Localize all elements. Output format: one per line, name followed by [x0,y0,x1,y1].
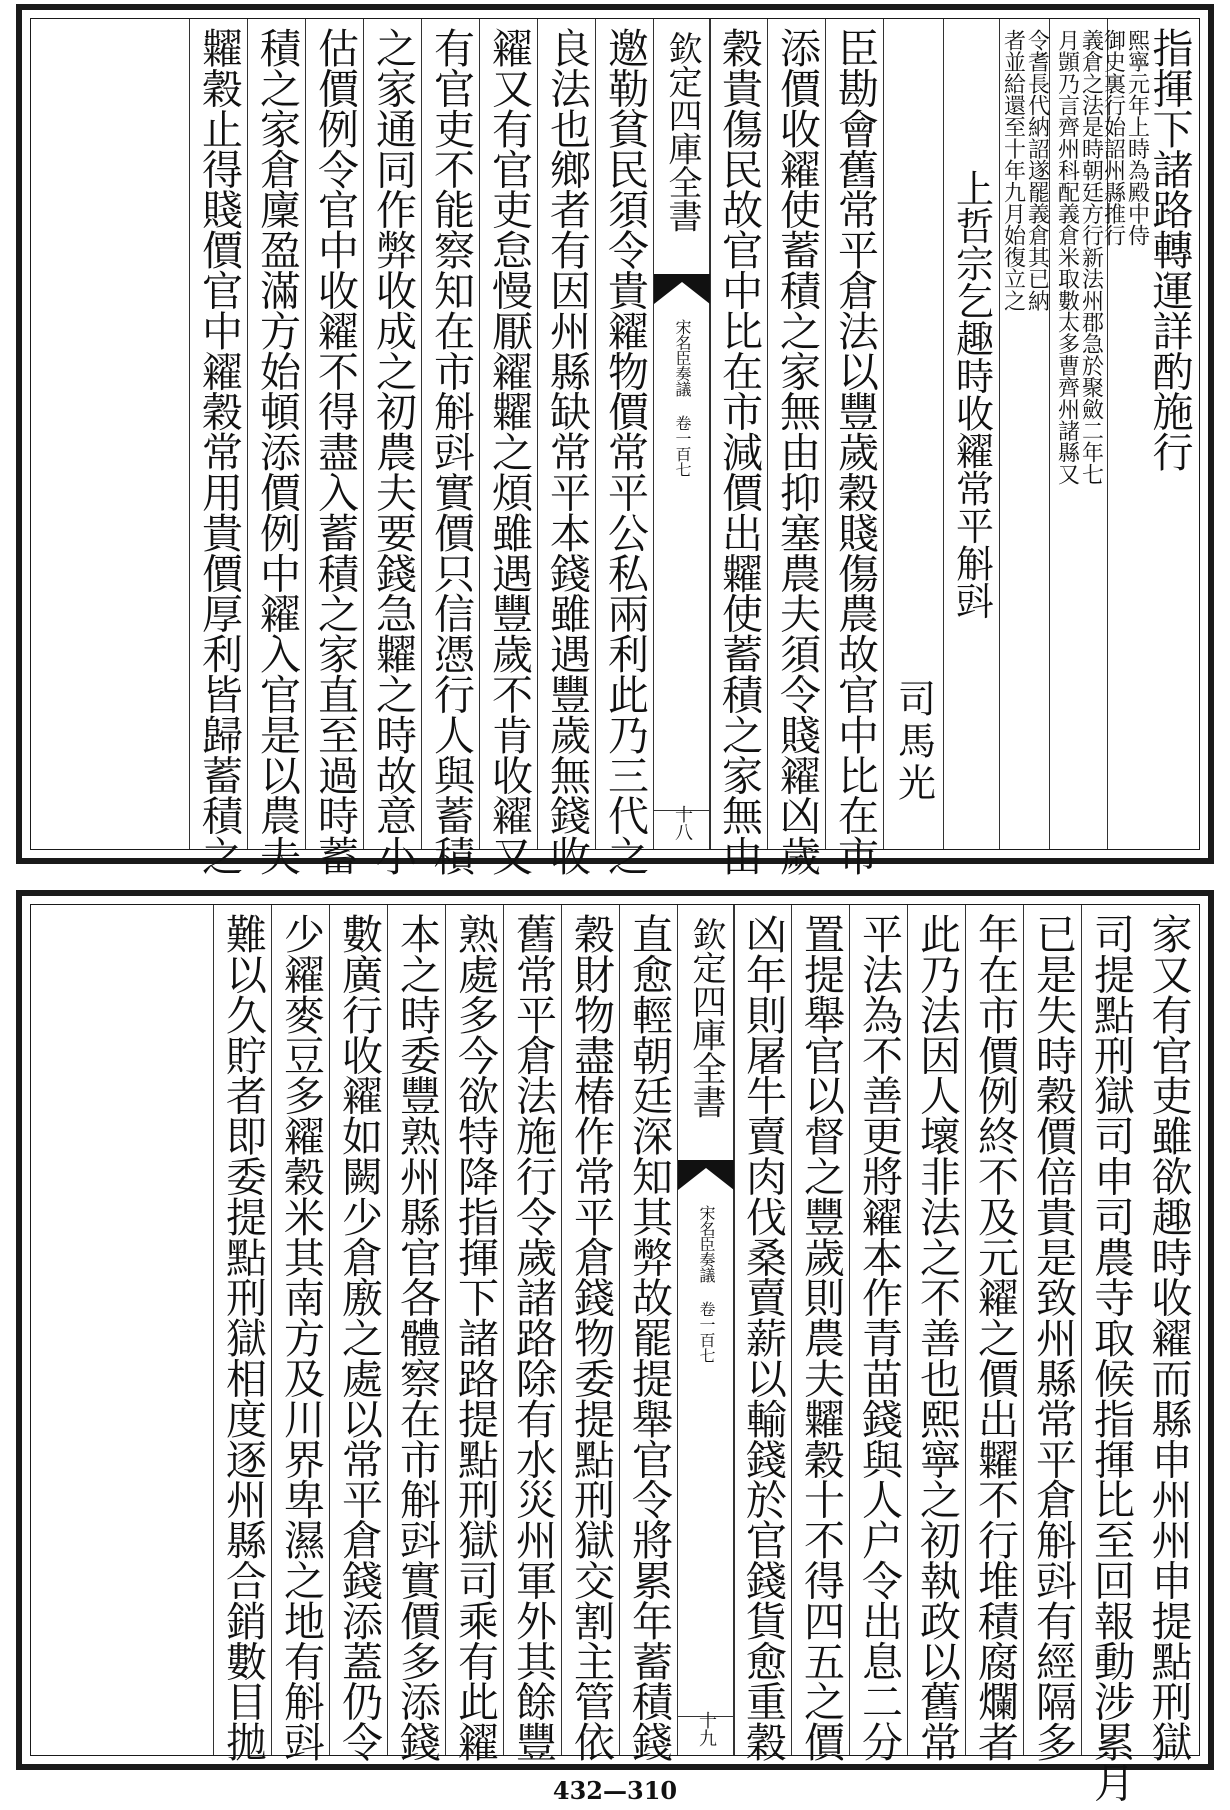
text-line: 添價收糴使蓄積之家無由抑塞農夫須令賤糴凶歲 [773,27,821,876]
volume-label: 宋名臣奏議 卷一百七 [673,319,692,477]
leaf-number: 十九 [696,1711,717,1747]
text-column [537,19,595,876]
text-column [791,905,849,1762]
text-line: 置提舉官以督之豐歲則農夫糶穀十不得四五之價 [797,913,845,1762]
text-column [907,905,965,1762]
text-column [1100,19,1150,849]
text-column [733,905,791,1762]
text-column [965,905,1023,1762]
text-line: 司提點刑獄司申司農寺取候指揮比至回報動涉累月 [1087,913,1135,1802]
annotation-line-left: 月顗乃言齊州科配義倉米取數太多曹齊州諸縣又 [1054,29,1080,485]
text-line: 臣勘會舊常平倉法以豐歲穀賤傷農故官中比在市 [831,27,879,876]
text-line: 邀勒貧民須令貴糴物價常平公私兩利此乃三代之 [601,27,649,876]
text-line: 平法為不善更將糴本作青苗錢與人户令出息二分 [855,913,903,1762]
text-column [767,19,825,876]
text-column [247,19,305,876]
text-column [305,19,363,876]
text-column [561,905,619,1762]
text-column [619,905,677,1762]
text-line: 穀貴傷民故官中比在市減價出糶使蓄積之家無由 [715,27,763,876]
upper-leaf [16,4,1214,876]
text-column [999,19,1049,849]
text-column [1139,905,1197,1762]
upper-leaf-frame [30,18,1200,876]
text-line: 良法也鄉者有因州縣缺常平本錢雖遇豐歲無錢收 [543,27,591,876]
text-column [825,19,883,876]
text-column [943,19,999,849]
text-column [595,19,653,876]
text-line: 家又有官吏雖欲趣時收糴而縣申州州申提點刑獄 [1144,913,1193,1762]
text-column [329,905,387,1762]
memorial-heading: 上哲宗乞趣時收糴常平斛㪷 [949,169,994,619]
text-line: 舊常平倉法施行令歲諸路除有水災州軍外其餘豐 [509,913,557,1762]
text-column [445,905,503,1762]
text-column [1023,905,1081,1762]
text-line: 本之時委豐熟州縣官各體察在市斛㪷實價多添錢 [393,913,441,1762]
text-line: 凶年則屠牛賣肉伐桑賣薪以輸錢於官錢貨愈重穀 [739,913,787,1762]
text-column [479,19,537,876]
text-line: 此乃法因人壞非法之不善也熙寧之初執政以舊常 [913,913,961,1762]
text-line: 有官吏不能察知在市斛㪷實價只信憑行人與蓄積 [427,27,475,876]
book-title: 欽定四庫全書 [662,31,702,232]
text-column [503,905,561,1762]
text-line: 數廣行收糴如闕少倉廒之處以常平倉錢添蓋仍令 [335,913,383,1762]
text-line: 熟處多今欲特降指揮下諸路提點刑獄司乘有此糴 [451,913,499,1762]
text-column [421,19,479,876]
center-gutter [653,19,711,849]
text-column [271,905,329,1762]
text-column [363,19,421,876]
text-line: 已是失時穀價倍貴是致州縣常平倉斛㪷有經隔多 [1029,913,1077,1762]
annotation-line-right: 令耆長代納詔遂罷義倉其已納 [1024,29,1050,312]
text-line: 之家通同作弊收成之初農夫要錢急糶之時故意小 [369,27,417,876]
text-line: 積之家倉廩盈滿方始頓添價例中糴入官是以農夫 [253,27,301,876]
text-line: 年在市價例終不及元糴之價出糶不行堆積腐爛者 [971,913,1019,1762]
text-line: 直愈輕朝廷深知其弊故罷提舉官令將累年蓄積錢 [625,913,673,1762]
annotation-line-right: 義倉之法是時朝廷方行新法州郡急於聚斂二年七 [1078,29,1104,485]
text-column [387,905,445,1762]
annotation-line-right: 熙寧元年上時為殿中侍 [1124,29,1150,247]
text-column [849,905,907,1762]
text-line: 穀財物盡椿作常平倉錢物委提點刑獄交割主管依 [567,913,615,1762]
center-gutter [677,905,735,1755]
text-column [189,19,247,876]
fish-tail-mark [654,274,710,304]
book-title: 欽定四庫全書 [686,917,726,1118]
author-name: 司馬光 [891,679,936,805]
leaf-number: 十八 [672,805,693,841]
text-column [213,905,271,1762]
annotation-line-left: 御史裏行始詔州縣推行 [1100,29,1126,247]
volume-label: 宋名臣奏議 卷一百七 [697,1205,716,1363]
text-line: 糴又有官吏怠慢厭糴糶之煩雖遇豐歲不肯收糴又 [485,27,533,876]
text-line: 少糴麥豆多糴穀米其南方及川界卑濕之地有斛㪷 [277,913,325,1762]
annotation-line-left: 者並給還至十年九月始復立之 [1000,29,1026,312]
text-line: 指揮下諸路轉運詳酌施行 [1145,27,1194,472]
text-line: 糶穀止得賤價官中糴穀常用貴價厚利皆歸蓄積之 [195,27,243,876]
text-column [1081,905,1139,1802]
text-column [709,19,767,876]
text-line: 難以久貯者即委提點刑獄相度逐州縣合銷數目拋 [219,913,267,1762]
page-footer-number: 432—310 [552,1776,678,1805]
text-column [1049,19,1107,849]
fish-tail-mark [678,1160,734,1190]
text-line: 估價例令官中收糴不得盡入蓄積之家直至過時蓄 [311,27,359,876]
text-column [883,19,943,849]
